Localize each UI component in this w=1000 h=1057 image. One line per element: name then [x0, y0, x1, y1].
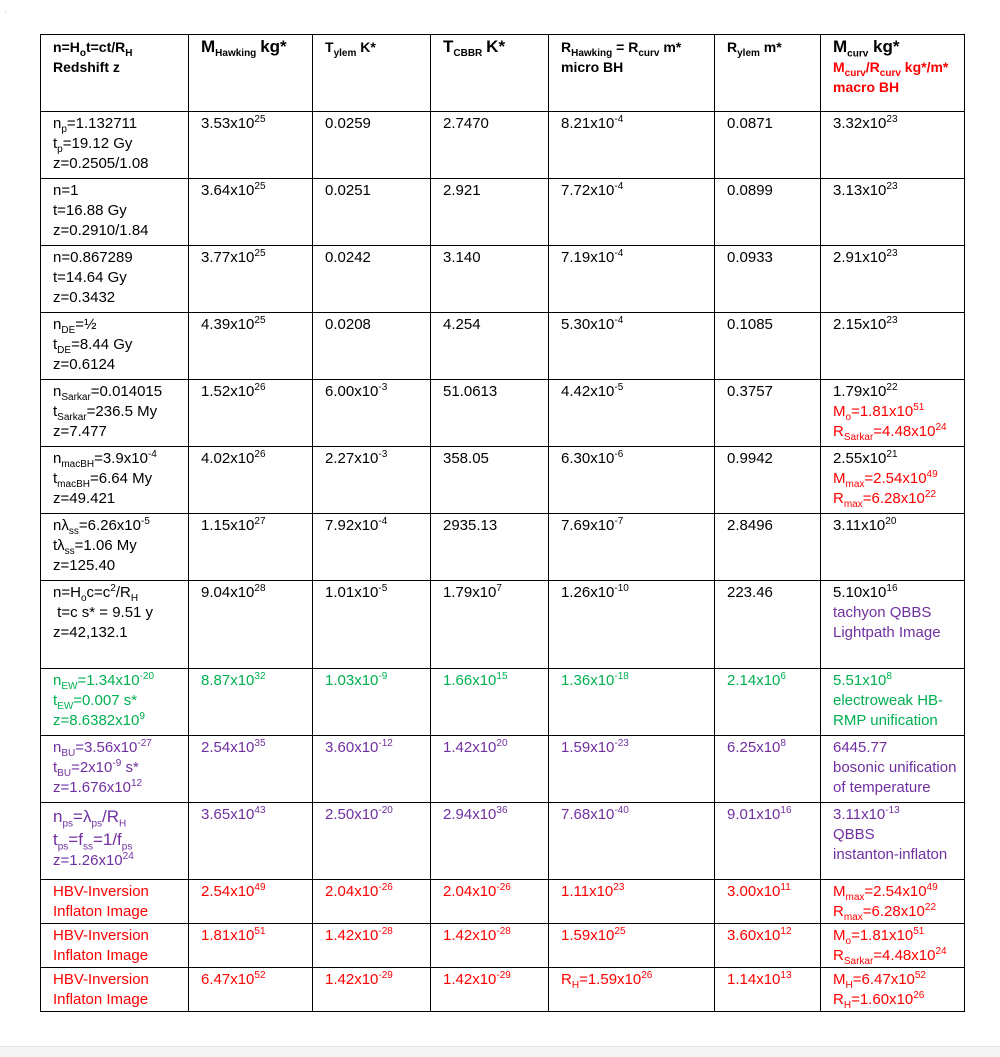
cell-m-hawking: $2.54x10^{49}$ — [189, 880, 313, 924]
cell-m-hawking: $6.47x10^{52}$ — [189, 968, 313, 1012]
cell-n: HBV-Inversion Inflaton Image — [41, 924, 189, 968]
cell-r-ylem: 0.1085 — [715, 313, 821, 380]
corner-mark: · — [4, 6, 8, 17]
cell-t-cbbr: $1.66x10^{15}$ — [431, 669, 549, 736]
cell-t-cbbr: 2.7470 — [431, 112, 549, 179]
cell-r-ylem: $1.14x10^{13}$ — [715, 968, 821, 1012]
cell-r-hawking: $7.19x10^{-4}$ — [549, 246, 715, 313]
cell-r-ylem: 0.0933 — [715, 246, 821, 313]
cell-t-cbbr: 358.05 — [431, 447, 549, 514]
cell-t-ylem: $1.42x10^{-28}$ — [313, 924, 431, 968]
cell-m-curv: $M_H=6.47x10^{52}$ $R_H=1.60x10^{26}$ — [821, 968, 965, 1012]
cell-m-hawking: $4.39x10^{25}$ — [189, 313, 313, 380]
cell-m-hawking: $1.52x10^{26}$ — [189, 380, 313, 447]
table-row — [41, 447, 965, 514]
header-m-curv: $M_{curv}$ kg* $M_{curv}/R_{curv}$ kg*/m* macro BH — [821, 35, 965, 112]
cell-r-hawking: $7.68x10^{-40}$ — [549, 803, 715, 880]
cell-r-hawking: $6.30x10^{-6}$ — [549, 447, 715, 514]
cell-n: $n_{Sarkar}=0.014015$ $t_{Sarkar}=236.5$ My z=7.477 — [41, 380, 189, 447]
cell-r-hawking: $1.59x10^{25}$ — [549, 924, 715, 968]
cell-n: $n_{EW}=1.34x10^{-20}$ $t_{EW}=0.007$ s* $z=8.6382x10^9$ — [41, 669, 189, 736]
cell-m-curv: $M_o=1.81x10^{51}$ $R_{Sarkar}=4.48x10^{24}$ — [821, 924, 965, 968]
cell-r-ylem: 0.0871 — [715, 112, 821, 179]
cell-t-ylem: 0.0259 — [313, 112, 431, 179]
table-row — [41, 880, 965, 924]
cell-n: HBV-Inversion Inflaton Image — [41, 968, 189, 1012]
cell-r-ylem: 0.0899 — [715, 179, 821, 246]
cell-t-cbbr: $2.94x10^{36}$ — [431, 803, 549, 880]
table-row — [41, 246, 965, 313]
cell-r-hawking: $7.69x10^{-7}$ — [549, 514, 715, 581]
cell-n: $n_{ps}=\lambda_{ps}/R_H$ $t_{ps}=f_{ss}=1/f_{ps}$ $z=1.26x10^{24}$ — [41, 803, 189, 880]
cell-m-hawking: $3.77x10^{25}$ — [189, 246, 313, 313]
cell-r-ylem: $2.14x10^6$ — [715, 669, 821, 736]
cell-t-cbbr: $2.04x10^{-26}$ — [431, 880, 549, 924]
cell-m-hawking: $8.87x10^{32}$ — [189, 669, 313, 736]
cell-m-hawking: $3.53x10^{25}$ — [189, 112, 313, 179]
physics-table — [40, 34, 965, 1012]
cell-m-hawking: $1.81x10^{51}$ — [189, 924, 313, 968]
cell-r-ylem: $3.00x10^{11}$ — [715, 880, 821, 924]
cell-t-ylem: $2.04x10^{-26}$ — [313, 880, 431, 924]
cell-t-cbbr: 4.254 — [431, 313, 549, 380]
cell-r-hawking: $5.30x10^{-4}$ — [549, 313, 715, 380]
cell-n: $n=H_oc=c^2/R_H$ t=c s* = 9.51 y z=42,132.1 — [41, 581, 189, 669]
cell-m-curv: 6445.77 bosonic unification of temperature — [821, 736, 965, 803]
cell-t-ylem: $3.60x10^{-12}$ — [313, 736, 431, 803]
cell-r-ylem: 2.8496 — [715, 514, 821, 581]
cell-r-ylem: $6.25x10^8$ — [715, 736, 821, 803]
cell-m-curv: $2.55x10^{21}$ $M_{max}=2.54x10^{49}$ $R_{max}=6.28x10^{22}$ — [821, 447, 965, 514]
table-row — [41, 112, 965, 179]
cell-n: $n_{DE}=\frac{1}{2}$ $t_{DE}=8.44$ Gy z=0.6124 — [41, 313, 189, 380]
header-t-ylem: $T_{ylem}$ K* — [313, 35, 431, 112]
cell-n: $n_{macBH}=3.9x10^{-4}$ $t_{macBH}=6.64$ My z=49.421 — [41, 447, 189, 514]
cell-t-ylem: 0.0242 — [313, 246, 431, 313]
cell-t-cbbr: 51.0613 — [431, 380, 549, 447]
table-row — [41, 968, 965, 1012]
cell-m-curv: $5.51x10^8$ electroweak HB- RMP unification — [821, 669, 965, 736]
cell-m-curv: $3.11x10^{-13}$ QBBS instanton-inflaton — [821, 803, 965, 880]
cell-n: $n\lambda_{ss}=6.26x10^{-5}$ $t\lambda_{ss}=1.06$ My z=125.40 — [41, 514, 189, 581]
cell-m-curv: $1.79x10^{22}$ $M_o=1.81x10^{51}$ $R_{Sarkar}=4.48x10^{24}$ — [821, 380, 965, 447]
table-row — [41, 179, 965, 246]
cell-t-ylem: $6.00x10^{-3}$ — [313, 380, 431, 447]
cell-t-cbbr: $1.42x10^{-28}$ — [431, 924, 549, 968]
cell-n: n=0.867289 t=14.64 Gy z=0.3432 — [41, 246, 189, 313]
cell-t-cbbr: $1.42x10^{20}$ — [431, 736, 549, 803]
cell-r-hawking: $1.59x10^{-23}$ — [549, 736, 715, 803]
table-row — [41, 669, 965, 736]
cell-m-hawking: $2.54x10^{35}$ — [189, 736, 313, 803]
cell-r-hawking: $1.36x10^{-18}$ — [549, 669, 715, 736]
cell-r-ylem: 0.3757 — [715, 380, 821, 447]
cell-t-cbbr: $1.42x10^{-29}$ — [431, 968, 549, 1012]
table-row — [41, 380, 965, 447]
table-row — [41, 514, 965, 581]
cell-t-ylem: $1.42x10^{-29}$ — [313, 968, 431, 1012]
cell-r-hawking: $1.11x10^{23}$ — [549, 880, 715, 924]
page-bottom-strip — [0, 1046, 1000, 1057]
cell-m-curv: $3.32x10^{23}$ — [821, 112, 965, 179]
cell-t-ylem: $1.03x10^{-9}$ — [313, 669, 431, 736]
cell-r-hawking: $7.72x10^{-4}$ — [549, 179, 715, 246]
cell-t-ylem: 0.0251 — [313, 179, 431, 246]
table-row — [41, 803, 965, 880]
table-row — [41, 924, 965, 968]
cell-m-curv: $2.91x10^{23}$ — [821, 246, 965, 313]
cell-t-ylem: $2.50x10^{-20}$ — [313, 803, 431, 880]
cell-m-hawking: $4.02x10^{26}$ — [189, 447, 313, 514]
cell-m-curv: $2.15x10^{23}$ — [821, 313, 965, 380]
cell-r-ylem: $3.60x10^{12}$ — [715, 924, 821, 968]
cell-t-ylem: $1.01x10^{-5}$ — [313, 581, 431, 669]
table-row — [41, 313, 965, 380]
cell-m-curv: $3.13x10^{23}$ — [821, 179, 965, 246]
table-row — [41, 581, 965, 669]
cell-m-hawking: $3.64x10^{25}$ — [189, 179, 313, 246]
header-row — [41, 35, 965, 112]
cell-t-cbbr: $1.79x10^7$ — [431, 581, 549, 669]
cell-r-hawking: $R_H=1.59x10^{26}$ — [549, 968, 715, 1012]
cell-t-ylem: $2.27x10^{-3}$ — [313, 447, 431, 514]
header-t-cbbr: $T_{CBBR}$ K* — [431, 35, 549, 112]
cell-m-curv: $5.10x10^{16}$ tachyon QBBS Lightpath Image — [821, 581, 965, 669]
cell-n: $n_p=1.132711$ $t_p=19.12$ Gy z=0.2505/1.08 — [41, 112, 189, 179]
cell-m-hawking: $9.04x10^{28}$ — [189, 581, 313, 669]
cell-n: $n_{BU}=3.56x10^{-27}$ $t_{BU}=2x10^{-9}$ s* $z=1.676x10^{12}$ — [41, 736, 189, 803]
header-r-hawking: $R_{Hawking} = R_{curv}$ m* micro BH — [549, 35, 715, 112]
cell-r-ylem: 223.46 — [715, 581, 821, 669]
cell-m-curv: $M_{max}=2.54x10^{49}$ $R_{max}=6.28x10^{22}$ — [821, 880, 965, 924]
cell-n: n=1 t=16.88 Gy z=0.2910/1.84 — [41, 179, 189, 246]
header-m-hawking: $M_{Hawking}$ kg* — [189, 35, 313, 112]
cell-m-hawking: $1.15x10^{27}$ — [189, 514, 313, 581]
cell-t-ylem: 0.0208 — [313, 313, 431, 380]
cell-t-ylem: $7.92x10^{-4}$ — [313, 514, 431, 581]
cell-r-ylem: $9.01x10^{16}$ — [715, 803, 821, 880]
cell-m-curv: $3.11x10^{20}$ — [821, 514, 965, 581]
cell-t-cbbr: 2935.13 — [431, 514, 549, 581]
cell-t-cbbr: 2.921 — [431, 179, 549, 246]
cell-r-hawking: $1.26x10^{-10}$ — [549, 581, 715, 669]
cell-n: HBV-Inversion Inflaton Image — [41, 880, 189, 924]
cell-r-hawking: $8.21x10^{-4}$ — [549, 112, 715, 179]
table-row — [41, 736, 965, 803]
cell-m-hawking: $3.65x10^{43}$ — [189, 803, 313, 880]
cell-r-hawking: $4.42x10^{-5}$ — [549, 380, 715, 447]
cell-t-cbbr: 3.140 — [431, 246, 549, 313]
header-r-ylem: $R_{ylem}$ m* — [715, 35, 821, 112]
header-n-redshift: $n=H_ot=ct/R_H$ Redshift z — [41, 35, 189, 112]
cell-r-ylem: 0.9942 — [715, 447, 821, 514]
